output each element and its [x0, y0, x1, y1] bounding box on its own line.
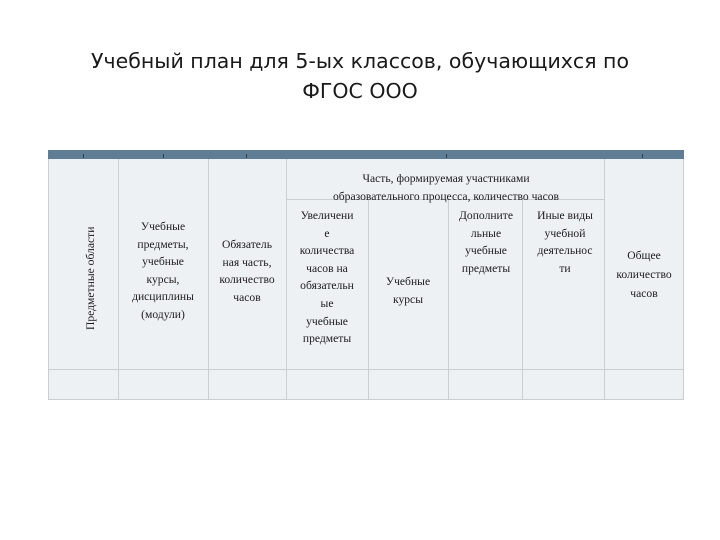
header-tick	[446, 154, 447, 158]
col-subjects	[118, 218, 208, 324]
col-part-formed-line: Часть, формируемая участниками	[362, 172, 530, 185]
slide-title	[40, 46, 680, 106]
sub-increased-line: часов на	[306, 261, 348, 275]
col-total-line: часов	[630, 287, 658, 300]
col-subjects-line: курсы,	[146, 272, 180, 286]
sub-courses	[368, 273, 448, 309]
col-mandatory	[208, 236, 286, 306]
sub-other-line: деятельнос	[537, 244, 593, 258]
sub-other-line: ти	[559, 261, 571, 275]
sub-courses-line: Учебные	[385, 275, 431, 288]
sub-increased-line: обязательн	[300, 279, 354, 293]
col-mandatory-line: часов	[233, 290, 261, 304]
sub-increased-line: е	[324, 226, 330, 240]
col-mandatory-line: ная часть,	[222, 255, 272, 269]
col-subjects-line: учебные	[142, 255, 184, 269]
sub-other	[524, 207, 606, 277]
sub-increased-line: учебные	[306, 314, 348, 328]
sub-other-line: учебной	[544, 226, 586, 240]
col-subject-areas: Предметные области	[84, 226, 97, 330]
sub-increased-line: предметы	[302, 332, 352, 346]
sub-additional-line: Дополните	[459, 209, 513, 222]
title-line-1: Учебный план для 5-ых классов, обучающихся по	[91, 49, 629, 73]
header-tick	[642, 154, 643, 158]
title-line-2: ФГОС ООО	[302, 79, 418, 103]
header-tick	[246, 154, 247, 158]
grid-line	[48, 159, 49, 400]
grid-line	[48, 369, 684, 370]
col-total-line: количество	[616, 268, 672, 281]
sub-increased-line: ые	[320, 296, 334, 310]
col-mandatory-line: Обязатель	[221, 238, 273, 251]
col-subjects-line: дисциплины	[132, 290, 194, 304]
col-total	[604, 246, 684, 303]
sub-increased-line: Увеличени	[300, 209, 354, 222]
sub-other-line: Иные виды	[537, 209, 593, 222]
sub-additional-line: учебные	[465, 244, 507, 258]
header-tick	[83, 154, 84, 158]
sub-increased-line: количества	[299, 244, 355, 258]
col-subjects-line: (модули)	[141, 307, 185, 321]
sub-courses-line: курсы	[393, 293, 423, 306]
col-part-formed-line: образовательного процесса, количество часов	[332, 190, 559, 203]
col-part-formed	[286, 170, 606, 206]
sub-additional	[448, 207, 524, 277]
col-mandatory-line: количество	[219, 273, 275, 287]
sub-additional-line: предметы	[461, 261, 511, 275]
table-header-bar	[48, 150, 684, 159]
sub-additional-line: льные	[470, 226, 502, 240]
col-subjects-line: предметы,	[137, 237, 189, 251]
sub-increased	[286, 207, 368, 348]
col-total-line: Общее	[627, 249, 661, 262]
col-subjects-line: Учебные	[140, 220, 186, 233]
header-tick	[163, 154, 164, 158]
grid-line	[48, 399, 684, 400]
